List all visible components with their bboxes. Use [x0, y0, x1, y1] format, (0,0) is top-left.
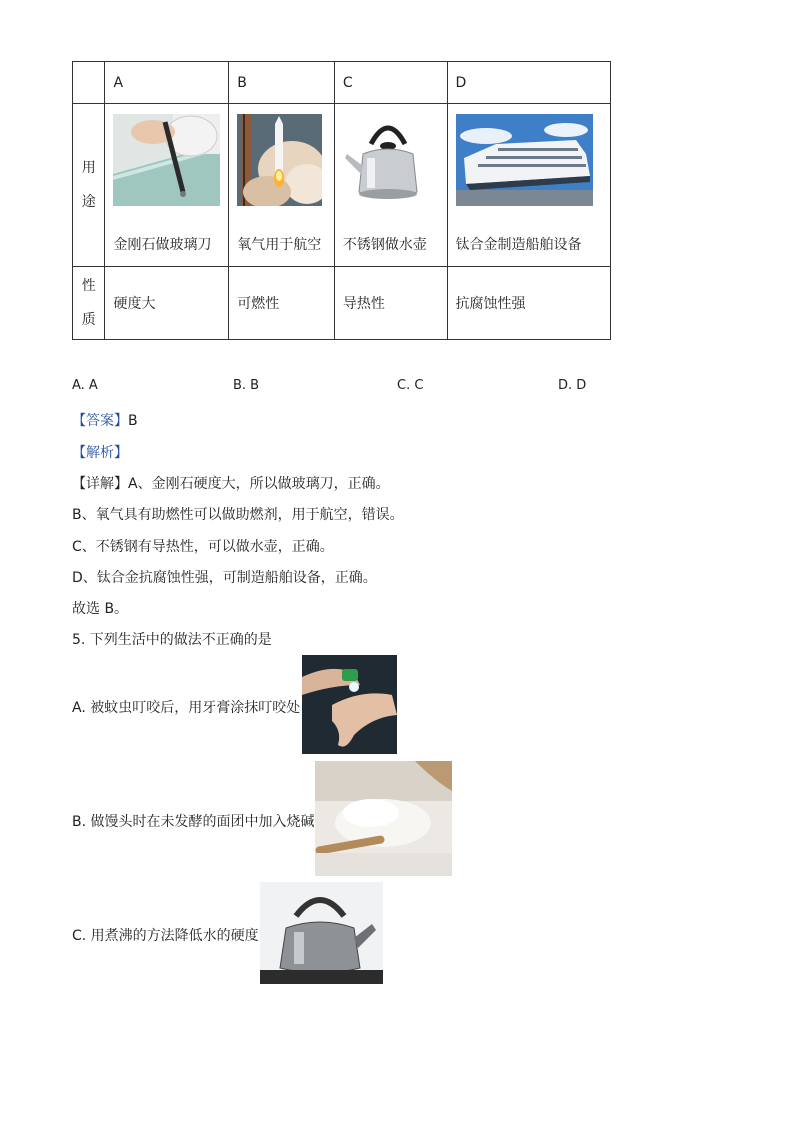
property-row-label: 性 质	[73, 267, 105, 340]
q5-option-a: A. 被蚊虫叮咬后，用牙膏涂抹叮咬处	[72, 700, 301, 716]
detail-line-d: D、钛合金抗腐蚀性强，可制造船舶设备，正确。	[72, 570, 377, 586]
answer-line	[72, 410, 138, 430]
answer-label: 【答案】	[72, 413, 128, 429]
q5-option-c: C. 用煮沸的方法降低水的硬度	[72, 928, 259, 944]
use-cell-a	[105, 104, 229, 267]
detail-label: 【详解】	[72, 476, 128, 492]
detail-a: A、金刚石硬度大，所以做玻璃刀，正确。	[128, 476, 390, 492]
answer-value: B	[128, 413, 138, 429]
flour-spoon-photo	[315, 761, 452, 876]
use-cell-c	[334, 104, 447, 267]
property-d: 抗腐蚀性强	[447, 267, 611, 340]
use-d: 钛合金制造船舶设备	[455, 237, 582, 253]
detail-line-a	[72, 473, 390, 493]
question-table	[72, 61, 611, 340]
toothpaste-on-hand-photo	[302, 655, 397, 754]
header-blank	[73, 62, 105, 104]
answer-options	[72, 378, 612, 398]
header-c: C	[334, 62, 447, 104]
property-c: 导热性	[334, 267, 447, 340]
rocket-launch-photo	[237, 114, 322, 206]
use-b: 氧气用于航空	[237, 237, 322, 253]
use-row-label: 用 途	[73, 104, 105, 267]
detail-line-b: B、氧气具有助燃性可以做助燃剂，用于航空，错误。	[72, 507, 404, 523]
header-a: A	[105, 62, 229, 104]
use-a: 金刚石做玻璃刀	[113, 237, 212, 253]
q5-stem: 5. 下列生活中的做法不正确的是	[72, 632, 272, 648]
glass-cutter-photo	[113, 114, 220, 206]
detail-line-c: C、不锈钢有导热性，可以做水壶，正确。	[72, 539, 334, 555]
use-c: 不锈钢做水壶	[342, 237, 427, 253]
property-a: 硬度大	[105, 267, 229, 340]
header-b: B	[229, 62, 335, 104]
cruise-ship-photo	[456, 114, 593, 206]
q5-option-b: B. 做馒头时在未发酵的面团中加入烧碱	[72, 814, 315, 830]
kettle-photo	[343, 114, 433, 206]
use-cell-b	[229, 104, 335, 267]
option-a: A. A	[72, 378, 98, 393]
property-b: 可燃性	[229, 267, 335, 340]
boiling-kettle-photo	[260, 882, 383, 984]
analysis-label: 【解析】	[72, 445, 128, 461]
option-b: B. B	[233, 378, 260, 393]
header-d: D	[447, 62, 611, 104]
option-d: D. D	[558, 378, 587, 393]
use-cell-d	[447, 104, 611, 267]
conclusion-line: 故选 B。	[72, 601, 129, 617]
option-c: C. C	[397, 378, 424, 393]
